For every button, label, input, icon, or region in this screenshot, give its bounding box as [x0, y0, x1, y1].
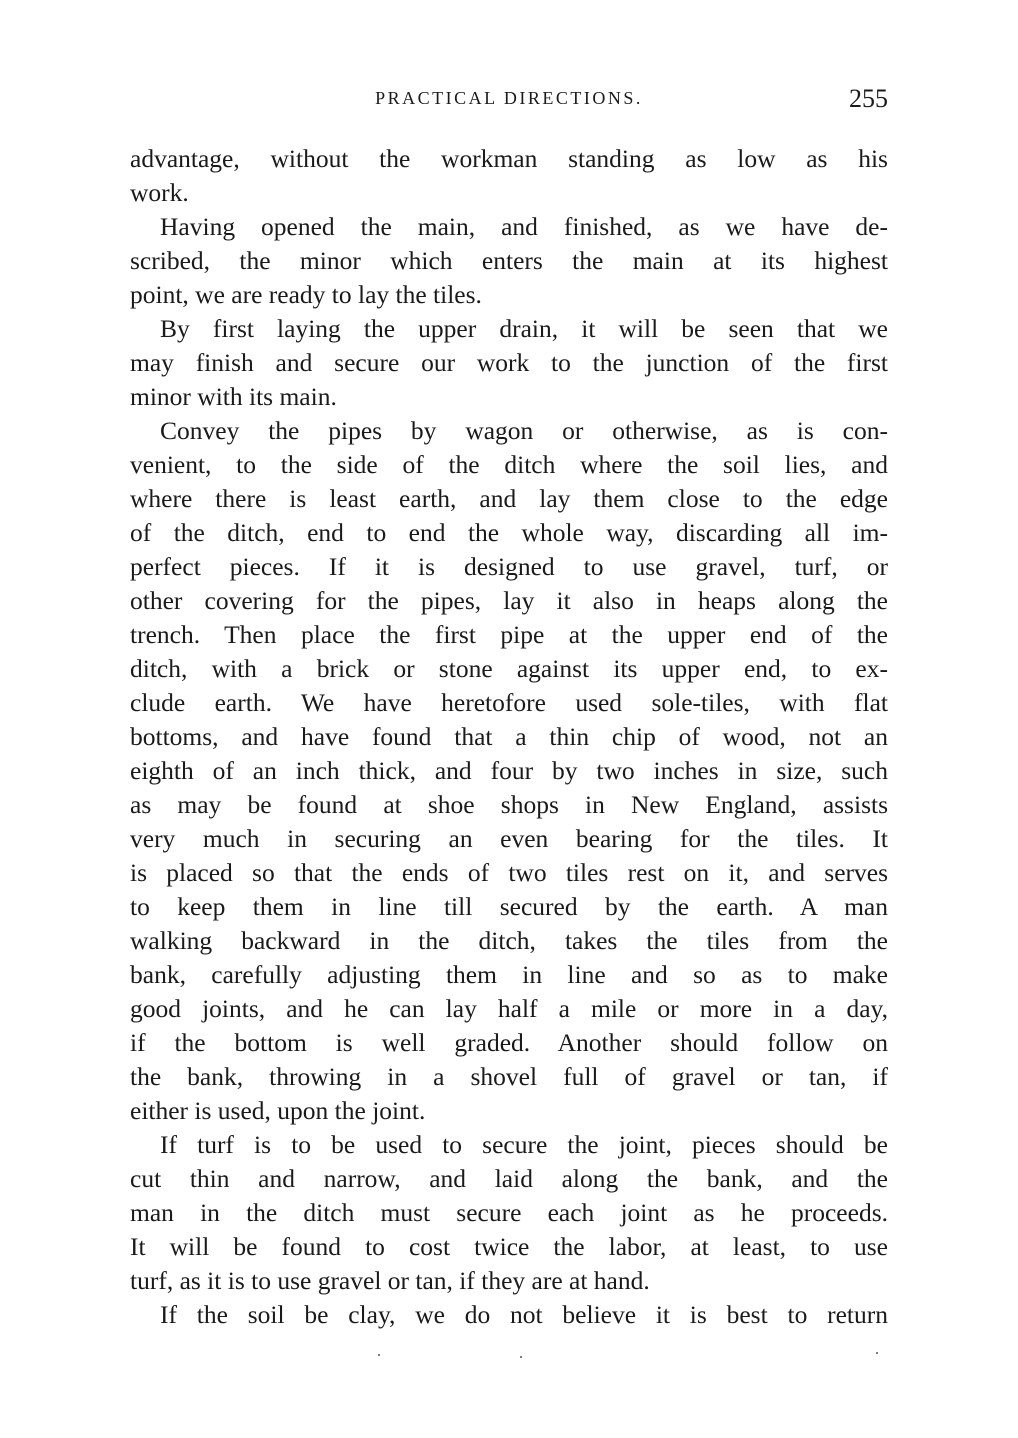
- text-line: perfect pieces. If it is designed to use gravel, turf, or: [130, 552, 888, 581]
- page-header: [130, 84, 888, 118]
- text-line: Having opened the main, and finished, as we have de-: [160, 212, 888, 241]
- text-line: advantage, without the workman standing as low as his: [130, 144, 888, 173]
- text-line: If turf is to be used to secure the joint, pieces should be: [160, 1130, 888, 1159]
- text-line: walking backward in the ditch, takes the tiles from the: [130, 926, 888, 955]
- text-line: to keep them in line till secured by the earth. A man: [130, 892, 888, 921]
- text-line: ditch, with a brick or stone against its upper end, to ex-: [130, 654, 888, 683]
- text-line: as may be found at shoe shops in New England, assists: [130, 790, 888, 819]
- running-head: PRACTICAL DIRECTIONS.: [375, 88, 643, 108]
- ink-speck: [520, 1356, 522, 1358]
- text-line: good joints, and he can lay half a mile or more in a day,: [130, 994, 888, 1023]
- text-line: may finish and secure our work to the junction of the first: [130, 348, 888, 377]
- text-line: where there is least earth, and lay them close to the edge: [130, 484, 888, 513]
- text-line: It will be found to cost twice the labor, at least, to use: [130, 1232, 888, 1261]
- text-line: work.: [130, 178, 189, 207]
- text-line: bottoms, and have found that a thin chip of wood, not an: [130, 722, 888, 751]
- text-line: turf, as it is to use gravel or tan, if they are at hand.: [130, 1266, 650, 1295]
- print-specks: [0, 1352, 1018, 1362]
- ink-speck: [876, 1352, 878, 1354]
- text-line: If the soil be clay, we do not believe it is best to return: [160, 1300, 888, 1329]
- page-number: 255: [849, 84, 888, 113]
- text-line: trench. Then place the first pipe at the upper end of the: [130, 620, 888, 649]
- text-line: either is used, upon the joint.: [130, 1096, 426, 1125]
- text-line: very much in securing an even bearing for the tiles. It: [130, 824, 888, 853]
- ink-speck: [378, 1354, 380, 1356]
- text-line: scribed, the minor which enters the main at its highest: [130, 246, 888, 275]
- text-line: Convey the pipes by wagon or otherwise, as is con-: [160, 416, 888, 445]
- text-line: By first laying the upper drain, it will be seen that we: [160, 314, 888, 343]
- text-line: cut thin and narrow, and laid along the bank, and the: [130, 1164, 888, 1193]
- text-line: point, we are ready to lay the tiles.: [130, 280, 482, 309]
- text-line: bank, carefully adjusting them in line and so as to make: [130, 960, 888, 989]
- text-line: venient, to the side of the ditch where the soil lies, and: [130, 450, 888, 479]
- text-line: other covering for the pipes, lay it also in heaps along the: [130, 586, 888, 615]
- text-line: the bank, throwing in a shovel full of gravel or tan, if: [130, 1062, 888, 1091]
- text-line: is placed so that the ends of two tiles rest on it, and serves: [130, 858, 888, 887]
- body-text: [130, 142, 888, 1332]
- text-line: eighth of an inch thick, and four by two inches in size, such: [130, 756, 888, 785]
- text-line: minor with its main.: [130, 382, 337, 411]
- text-line: of the ditch, end to end the whole way, discarding all im-: [130, 518, 888, 547]
- text-line: if the bottom is well graded. Another should follow on: [130, 1028, 888, 1057]
- text-line: clude earth. We have heretofore used sole-tiles, with flat: [130, 688, 888, 717]
- text-line: man in the ditch must secure each joint as he proceeds.: [130, 1198, 888, 1227]
